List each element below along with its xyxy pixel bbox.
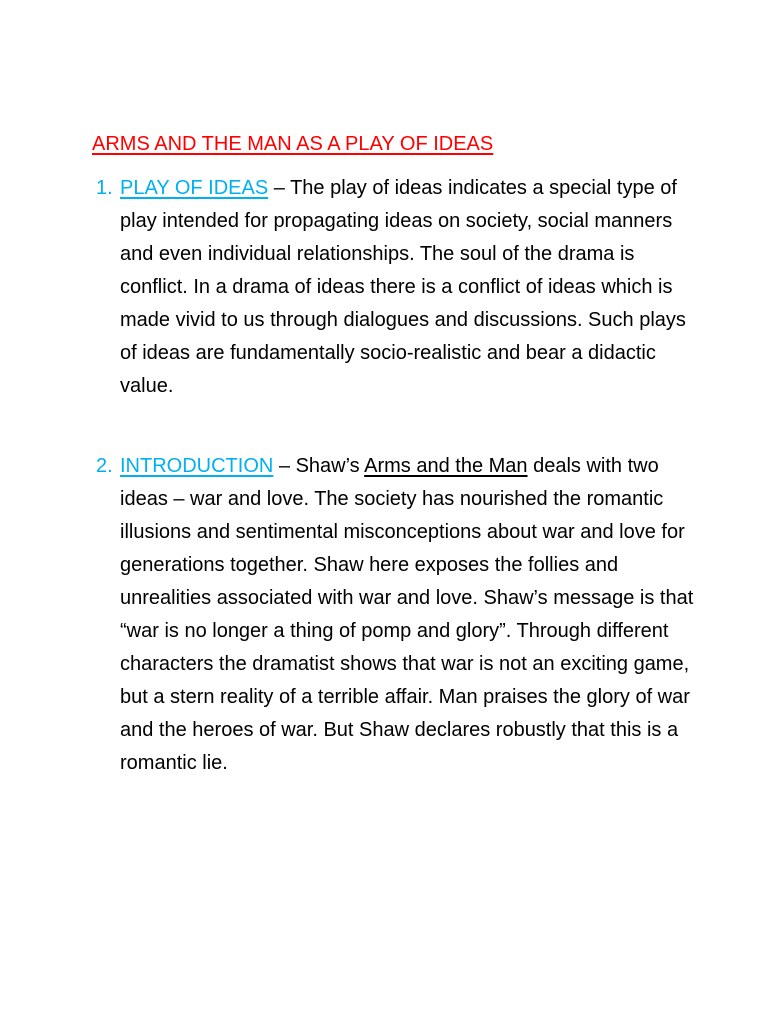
section-play-of-ideas <box>96 172 696 403</box>
document-title: ARMS AND THE MAN AS A PLAY OF IDEAS <box>92 133 494 155</box>
section-heading: PLAY OF IDEAS <box>120 177 269 199</box>
section-introduction <box>96 450 696 780</box>
section-body-after: deals with two ideas – war and love. The society has nourished the romantic illusions and sentimental misconceptions about war and love for generations together. Shaw here exposes the follies and unrealities associated with war and love. Shaw’s message is that “war is no longer a thing of pomp and glory”. Through different characters the dramatist shows that war is not an exciting game, but a stern reality of a terrible affair. Man praises the glory of war and the heroes of war. But Shaw declares robustly that this is a romantic lie. <box>120 455 694 774</box>
section-body: – The play of ideas indicates a special type of play intended for propagating ideas on society, social manners and even individual relationships. The soul of the drama is conflict. In a drama of ideas there is a conflict of ideas which is made vivid to us through dialogues and discussions. Such plays of ideas are fundamentally socio-realistic and bear a didactic value. <box>120 177 686 397</box>
list-number: 2. <box>96 455 113 477</box>
section-paragraph <box>120 450 700 780</box>
section-body-before: – Shaw’s <box>273 455 365 477</box>
section-paragraph <box>120 172 700 403</box>
book-title: Arms and the Man <box>364 455 528 477</box>
section-heading: INTRODUCTION <box>120 455 274 477</box>
list-number: 1. <box>96 177 113 199</box>
